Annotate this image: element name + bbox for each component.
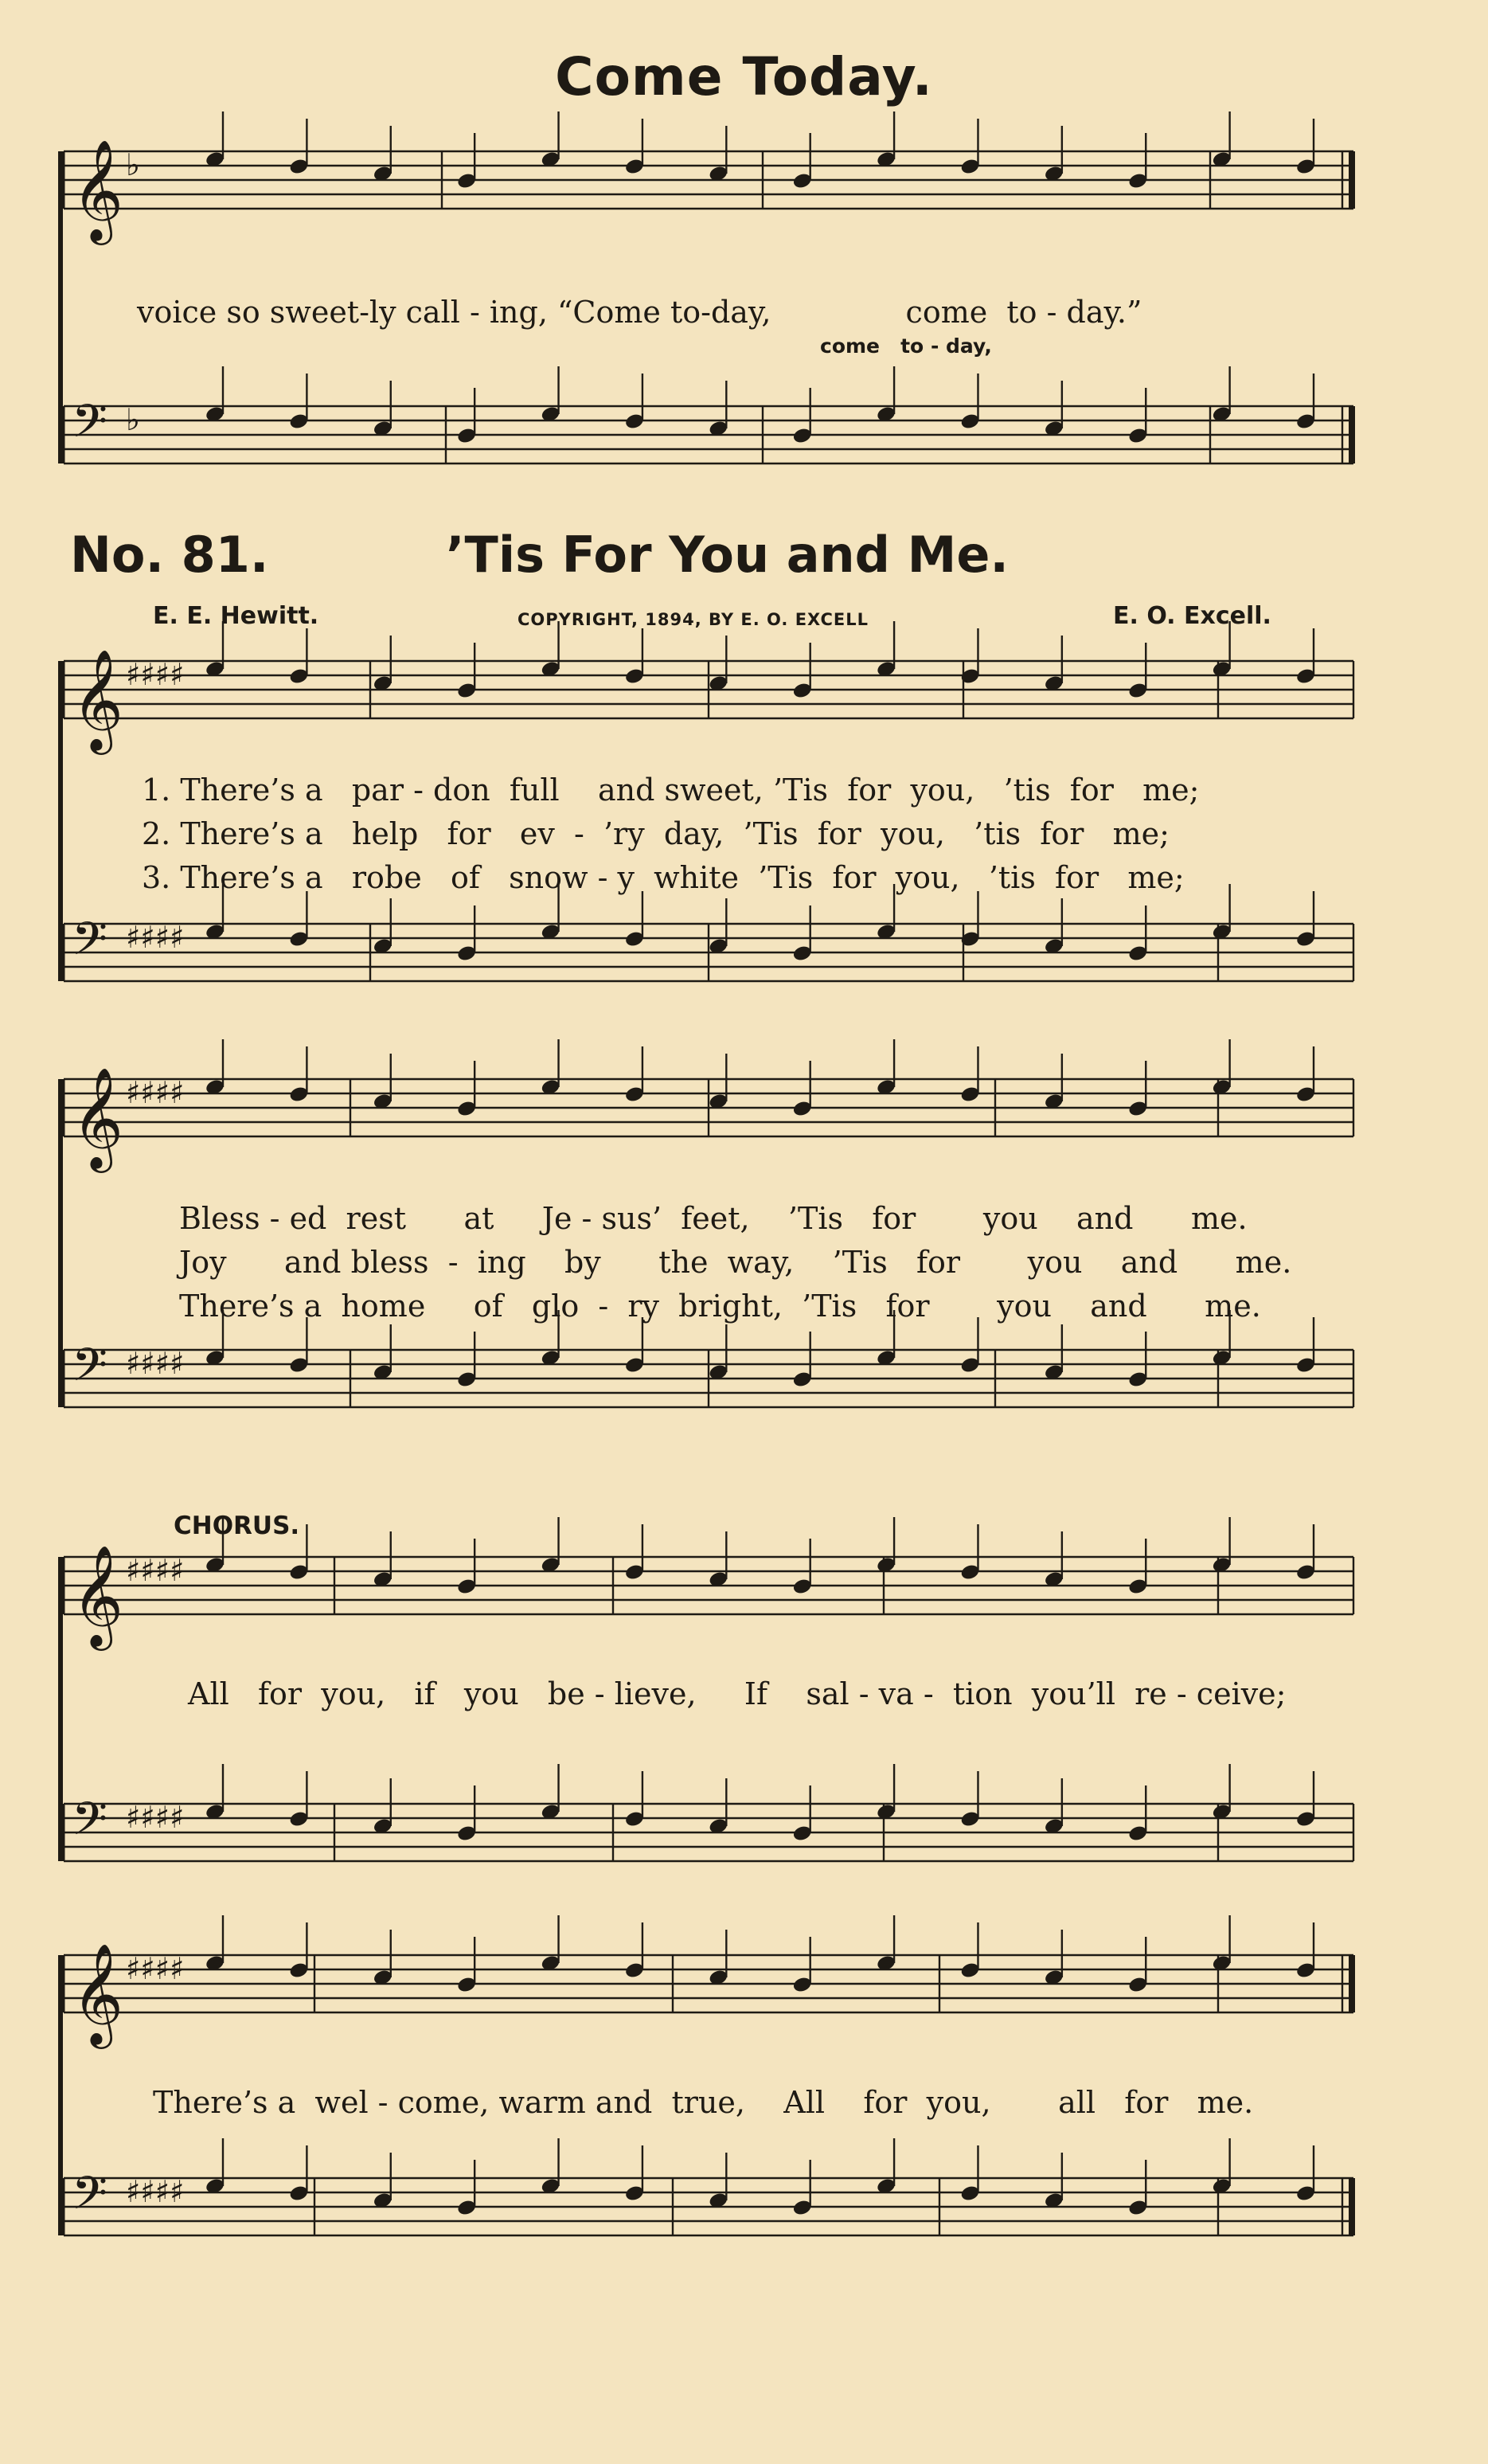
hymn-title: ’Tis For You and Me.: [446, 526, 1009, 584]
bass-clef-icon: 𝄢: [72, 394, 108, 460]
top-song-title: Come Today.: [555, 46, 933, 108]
verse-1-line-1: 1. There’s a par - don full and sweet, ’Tis for you, ’tis for me;: [142, 772, 1200, 808]
treble-clef-icon: 𝄞: [72, 1942, 124, 2044]
verse-3-line-2: There’s a home of glo - ry bright, ’Tis for you and me.: [179, 1289, 1261, 1324]
top-song-small-lyric: come to - day,: [820, 334, 992, 358]
verse-2-line-1: 2. There’s a help for ev - ’ry day, ’Tis for you, ’tis for me;: [142, 816, 1170, 851]
key-signature-sharps-icon: ♯♯♯♯: [126, 1800, 185, 1835]
key-signature-sharps-icon: ♯♯♯♯: [126, 1075, 185, 1110]
treble-clef-icon: 𝄞: [72, 648, 124, 750]
verse-2-line-2: Joy and bless - ing by the way, ’Tis for you and me.: [179, 1245, 1292, 1280]
final-barline: [1349, 151, 1355, 209]
hymn-number: No. 81.: [70, 526, 269, 584]
bass-clef-icon: 𝄢: [72, 1792, 108, 1857]
copyright: COPYRIGHT, 1894, BY E. O. EXCELL: [517, 610, 869, 629]
treble-clef-icon: 𝄞: [72, 1544, 124, 1646]
bass-clef-icon: 𝄢: [72, 2166, 108, 2231]
key-signature-sharps-icon: ♯♯♯♯: [126, 1553, 185, 1588]
key-signature-sharps-icon: ♯♯♯♯: [126, 657, 185, 692]
final-barline: [1349, 406, 1355, 463]
bass-clef-icon: 𝄢: [72, 912, 108, 977]
key-signature-sharps-icon: ♯♯♯♯: [126, 920, 185, 955]
verse-3-line-1: 3. There’s a robe of snow - y white ’Tis for you, ’tis for me;: [142, 860, 1185, 895]
final-barline: [1349, 1955, 1355, 2012]
chorus-line-1: All for you, if you be - lieve, If sal - va - tion you’ll re - ceive;: [188, 1676, 1287, 1711]
chorus-label: CHORUS.: [174, 1512, 300, 1540]
final-barline: [1349, 2178, 1355, 2235]
flat-icon: ♭: [126, 402, 140, 437]
composer: E. O. Excell.: [1113, 602, 1271, 630]
lyricist: E. E. Hewitt.: [153, 602, 319, 630]
treble-clef-icon: 𝄞: [72, 139, 124, 241]
treble-clef-icon: 𝄞: [72, 1066, 124, 1168]
flat-icon: ♭: [126, 147, 140, 182]
key-signature-sharps-icon: ♯♯♯♯: [126, 1346, 185, 1381]
top-song-lyric: voice so sweet-ly call - ing, “Come to-day, come to - day.”: [137, 295, 1142, 330]
chorus-line-2: There’s a wel - come, warm and true, All for you, all for me.: [153, 2085, 1254, 2120]
bass-clef-icon: 𝄢: [72, 1338, 108, 1403]
verse-1-line-2: Bless - ed rest at Je - sus’ feet, ’Tis for you and me.: [179, 1201, 1248, 1236]
key-signature-sharps-icon: ♯♯♯♯: [126, 2174, 185, 2209]
key-signature-sharps-icon: ♯♯♯♯: [126, 1951, 185, 1986]
